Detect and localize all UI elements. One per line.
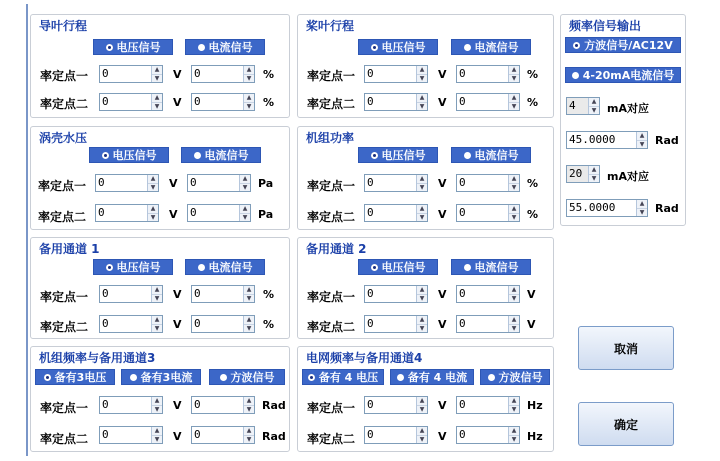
voltage-point-1-spinbox[interactable] xyxy=(99,285,163,303)
option-label: 电压信号 xyxy=(381,261,426,274)
spin-down-icon[interactable]: ▼ xyxy=(589,106,599,115)
spin-up-icon[interactable]: ▲ xyxy=(242,175,248,182)
option-label: 电流信号 xyxy=(208,41,253,54)
spin-up-icon[interactable]: ▲ xyxy=(246,316,252,323)
calibration-point-2-label: 率定点二 xyxy=(40,97,89,111)
value-unit: % xyxy=(263,96,275,109)
voltage-point-1-spinbox[interactable] xyxy=(364,396,428,414)
spare3-voltage-option[interactable] xyxy=(35,369,115,385)
spin-down-icon[interactable]: ▼ xyxy=(509,294,519,303)
spin-up-icon[interactable]: ▲ xyxy=(511,66,517,73)
spin-up-icon[interactable]: ▲ xyxy=(419,286,425,293)
option-label: 备有 4 电流 xyxy=(407,371,468,384)
option-label: 电压信号 xyxy=(116,261,161,274)
option-label: 备有3电压 xyxy=(54,371,107,384)
spin-up-icon[interactable]: ▲ xyxy=(150,175,156,182)
spinbox-value: 0 xyxy=(194,287,201,300)
spin-up-icon[interactable]: ▲ xyxy=(419,175,425,182)
spin-up-icon[interactable]: ▲ xyxy=(246,427,252,434)
option-label: 备有 4 电压 xyxy=(318,371,379,384)
calibration-point-2-label: 率定点二 xyxy=(307,97,356,111)
option-label: 4-20mA电流信号 xyxy=(582,69,675,82)
spin-up-icon[interactable]: ▲ xyxy=(246,94,252,101)
spin-down-icon[interactable]: ▼ xyxy=(244,294,254,303)
voltage-unit: V xyxy=(438,96,447,109)
spin-down-icon[interactable]: ▼ xyxy=(152,74,162,83)
spinbox-value: 0 xyxy=(459,95,466,108)
spinbox-value: 0 xyxy=(102,317,109,330)
calibration-point-1-label: 率定点一 xyxy=(307,290,356,304)
spin-down-icon[interactable]: ▼ xyxy=(509,74,519,83)
spinbox-value: 0 xyxy=(194,67,201,80)
spin-down-icon[interactable]: ▼ xyxy=(152,294,162,303)
spin-up-icon[interactable]: ▲ xyxy=(246,66,252,73)
value-unit: Hz xyxy=(527,430,543,443)
spin-up-icon[interactable]: ▲ xyxy=(154,397,160,404)
radio-icon xyxy=(198,264,205,271)
value-unit: % xyxy=(527,177,539,190)
spinbox-value: 0 xyxy=(459,176,466,189)
current-4-20ma-option[interactable] xyxy=(565,67,681,83)
spinbox-value: 0 xyxy=(459,428,466,441)
spin-up-icon[interactable]: ▲ xyxy=(154,427,160,434)
current-signal-option[interactable] xyxy=(451,39,531,55)
radio-icon xyxy=(572,72,579,79)
current-point-1-spinbox[interactable] xyxy=(187,174,251,192)
unit-frequency-group xyxy=(30,346,290,452)
voltage-signal-option[interactable] xyxy=(93,39,173,55)
radio-selected-icon xyxy=(371,264,378,271)
calibration-point-1-label: 率定点一 xyxy=(307,401,356,415)
spin-down-icon[interactable]: ▼ xyxy=(509,213,519,222)
spinbox-value: 4 xyxy=(569,99,576,112)
value-unit: Hz xyxy=(527,399,543,412)
radio-icon xyxy=(220,374,227,381)
radio-icon xyxy=(130,374,137,381)
option-label: 备有3电流 xyxy=(140,371,193,384)
spinbox-value: 0 xyxy=(194,317,201,330)
spinbox-value: 45.0000 xyxy=(569,133,616,146)
voltage-point-2-spinbox[interactable] xyxy=(95,204,159,222)
spin-up-icon[interactable]: ▲ xyxy=(591,166,597,173)
option-label: 电压信号 xyxy=(381,41,426,54)
voltage-unit: V xyxy=(438,288,447,301)
group-title: 备用通道 2 xyxy=(306,242,367,256)
spin-down-icon[interactable]: ▼ xyxy=(244,405,254,414)
spinbox-value: 0 xyxy=(367,176,374,189)
spin-up-icon[interactable]: ▲ xyxy=(511,427,517,434)
rad-unit: Rad xyxy=(655,202,679,215)
voltage-point-2-spinbox[interactable] xyxy=(364,426,428,444)
spin-up-icon[interactable]: ▲ xyxy=(419,94,425,101)
spinbox-value: 0 xyxy=(367,317,374,330)
calibration-point-2-label: 率定点二 xyxy=(307,210,356,224)
current-point-2-spinbox[interactable] xyxy=(191,93,255,111)
spinbox-value: 0 xyxy=(459,398,466,411)
current-point-1-spinbox[interactable] xyxy=(456,285,520,303)
spinbox-value: 0 xyxy=(459,206,466,219)
radio-selected-icon xyxy=(573,42,580,49)
option-label: 方波信号 xyxy=(498,371,543,384)
group-title: 机组频率与备用通道3 xyxy=(39,351,156,365)
spin-down-icon[interactable]: ▼ xyxy=(417,74,427,83)
unit-power-group xyxy=(297,126,554,230)
spin-up-icon[interactable]: ▲ xyxy=(419,316,425,323)
current-point-2-spinbox[interactable] xyxy=(456,93,520,111)
calibration-point-1-label: 率定点一 xyxy=(40,290,89,304)
current-signal-option[interactable] xyxy=(451,147,531,163)
spin-down-icon[interactable]: ▼ xyxy=(637,208,647,217)
spinbox-value: 0 xyxy=(102,287,109,300)
voltage-unit: V xyxy=(438,68,447,81)
option-label: 方波信号 xyxy=(230,371,275,384)
spin-down-icon[interactable]: ▼ xyxy=(244,324,254,333)
frequency-output-group xyxy=(560,14,686,226)
square-wave-ac12v-option[interactable] xyxy=(565,37,681,53)
rad-high-spinbox[interactable] xyxy=(566,199,648,217)
spinbox-value: 0 xyxy=(102,428,109,441)
spin-up-icon[interactable]: ▲ xyxy=(154,316,160,323)
radio-icon xyxy=(464,152,471,159)
spin-down-icon[interactable]: ▼ xyxy=(589,174,599,183)
value-unit: % xyxy=(527,208,539,221)
spin-down-icon[interactable]: ▼ xyxy=(244,102,254,111)
spin-up-icon[interactable]: ▲ xyxy=(639,132,645,139)
spinbox-value: 0 xyxy=(190,206,197,219)
ma-high-spinbox[interactable] xyxy=(566,165,600,183)
spin-down-icon[interactable]: ▼ xyxy=(509,405,519,414)
option-label: 电压信号 xyxy=(116,41,161,54)
current-point-2-spinbox[interactable] xyxy=(191,426,255,444)
square-wave-option[interactable] xyxy=(209,369,285,385)
voltage-point-1-spinbox[interactable] xyxy=(364,285,428,303)
spin-up-icon[interactable]: ▲ xyxy=(419,66,425,73)
voltage-unit: V xyxy=(169,177,178,190)
spin-down-icon[interactable]: ▼ xyxy=(509,102,519,111)
voltage-unit: V xyxy=(173,430,182,443)
radio-selected-icon xyxy=(308,374,315,381)
current-point-1-spinbox[interactable] xyxy=(191,65,255,83)
spinbox-value: 0 xyxy=(102,398,109,411)
radio-selected-icon xyxy=(102,152,109,159)
spin-down-icon[interactable]: ▼ xyxy=(148,183,158,192)
spin-down-icon[interactable]: ▼ xyxy=(240,213,250,222)
voltage-point-1-spinbox[interactable] xyxy=(99,396,163,414)
value-unit: Rad xyxy=(262,399,286,412)
radio-icon xyxy=(464,264,471,271)
spare4-current-option[interactable] xyxy=(390,369,474,385)
rad-unit: Rad xyxy=(655,134,679,147)
voltage-unit: V xyxy=(169,208,178,221)
value-unit: Pa xyxy=(258,208,274,221)
group-title: 频率信号输出 xyxy=(569,19,642,33)
spin-up-icon[interactable]: ▲ xyxy=(419,427,425,434)
group-title: 机组功率 xyxy=(306,131,355,145)
voltage-signal-option[interactable] xyxy=(358,259,438,275)
current-point-2-spinbox[interactable] xyxy=(191,315,255,333)
ma-low-spinbox[interactable] xyxy=(566,97,600,115)
current-point-2-spinbox[interactable] xyxy=(456,204,520,222)
spin-down-icon[interactable]: ▼ xyxy=(244,74,254,83)
spin-down-icon[interactable]: ▼ xyxy=(509,324,519,333)
current-point-2-spinbox[interactable] xyxy=(456,315,520,333)
current-signal-option[interactable] xyxy=(451,259,531,275)
voltage-unit: V xyxy=(173,288,182,301)
value-unit: % xyxy=(527,68,539,81)
group-title: 电网频率与备用通道4 xyxy=(306,351,423,365)
spin-up-icon[interactable]: ▲ xyxy=(154,66,160,73)
spin-down-icon[interactable]: ▼ xyxy=(152,102,162,111)
current-point-1-spinbox[interactable] xyxy=(191,285,255,303)
voltage-signal-option[interactable] xyxy=(89,147,169,163)
radio-selected-icon xyxy=(106,264,113,271)
calibration-point-2-label: 率定点二 xyxy=(307,320,356,334)
spin-down-icon[interactable]: ▼ xyxy=(240,183,250,192)
spin-down-icon[interactable]: ▼ xyxy=(417,213,427,222)
spinbox-value: 0 xyxy=(102,67,109,80)
current-point-1-spinbox[interactable] xyxy=(456,396,520,414)
calibration-point-1-label: 率定点一 xyxy=(40,401,89,415)
current-signal-option[interactable] xyxy=(181,147,261,163)
radio-icon xyxy=(198,44,205,51)
calibration-point-1-label: 率定点一 xyxy=(307,69,356,83)
radio-icon xyxy=(464,44,471,51)
spin-up-icon[interactable]: ▲ xyxy=(511,316,517,323)
radio-selected-icon xyxy=(44,374,51,381)
spin-up-icon[interactable]: ▲ xyxy=(154,286,160,293)
calibration-point-2-label: 率定点二 xyxy=(40,432,89,446)
calibration-point-1-label: 率定点一 xyxy=(38,179,87,193)
spin-down-icon[interactable]: ▼ xyxy=(509,183,519,192)
spin-down-icon[interactable]: ▼ xyxy=(417,405,427,414)
voltage-unit: V xyxy=(173,399,182,412)
spin-up-icon[interactable]: ▲ xyxy=(154,94,160,101)
spinbox-value: 0 xyxy=(98,176,105,189)
spare-channel-2-group xyxy=(297,237,554,339)
voltage-point-2-spinbox[interactable] xyxy=(99,93,163,111)
radio-icon xyxy=(194,152,201,159)
spin-up-icon[interactable]: ▲ xyxy=(511,175,517,182)
spare3-current-option[interactable] xyxy=(121,369,201,385)
spinbox-value: 0 xyxy=(194,95,201,108)
guide-vane-group xyxy=(30,14,290,118)
current-point-1-spinbox[interactable] xyxy=(191,396,255,414)
voltage-signal-option[interactable] xyxy=(358,39,438,55)
current-point-2-spinbox[interactable] xyxy=(456,426,520,444)
rad-low-spinbox[interactable] xyxy=(566,131,648,149)
voltage-unit: V xyxy=(173,318,182,331)
voltage-point-2-spinbox[interactable] xyxy=(99,315,163,333)
spinbox-value: 0 xyxy=(194,398,201,411)
radio-icon xyxy=(397,374,404,381)
value-unit: Rad xyxy=(262,430,286,443)
spinbox-value: 0 xyxy=(367,287,374,300)
spinbox-value: 0 xyxy=(194,428,201,441)
spin-down-icon[interactable]: ▼ xyxy=(417,435,427,444)
spinbox-value: 0 xyxy=(459,287,466,300)
spin-down-icon[interactable]: ▼ xyxy=(637,140,647,149)
spin-up-icon[interactable]: ▲ xyxy=(511,397,517,404)
spinbox-value: 0 xyxy=(367,398,374,411)
cancel-button[interactable]: 取消 xyxy=(578,326,674,370)
voltage-point-1-spinbox[interactable] xyxy=(364,65,428,83)
option-label: 电压信号 xyxy=(381,149,426,162)
calibration-point-2-label: 率定点二 xyxy=(38,210,87,224)
value-unit: V xyxy=(527,318,536,331)
voltage-point-2-spinbox[interactable] xyxy=(364,315,428,333)
spin-down-icon[interactable]: ▼ xyxy=(417,324,427,333)
spinbox-value: 0 xyxy=(190,176,197,189)
voltage-unit: V xyxy=(438,430,447,443)
spinbox-value: 0 xyxy=(367,206,374,219)
voltage-signal-option[interactable] xyxy=(93,259,173,275)
spin-up-icon[interactable]: ▲ xyxy=(511,286,517,293)
spinbox-value: 20 xyxy=(569,167,583,180)
volute-pressure-group xyxy=(30,126,290,230)
spin-down-icon[interactable]: ▼ xyxy=(152,405,162,414)
voltage-unit: V xyxy=(438,399,447,412)
voltage-signal-option[interactable] xyxy=(358,147,438,163)
left-accent-bar xyxy=(26,4,28,456)
voltage-unit: V xyxy=(438,208,447,221)
spin-up-icon[interactable]: ▲ xyxy=(242,205,248,212)
option-label: 电流信号 xyxy=(204,149,249,162)
option-label: 方波信号/AC12V xyxy=(584,39,673,52)
voltage-unit: V xyxy=(438,318,447,331)
radio-selected-icon xyxy=(106,44,113,51)
spin-up-icon[interactable]: ▲ xyxy=(511,205,517,212)
ma-corresponds-label: mA对应 xyxy=(607,170,649,183)
spin-up-icon[interactable]: ▲ xyxy=(639,200,645,207)
group-title: 备用通道 1 xyxy=(39,242,100,256)
spare-channel-1-group xyxy=(30,237,290,339)
square-wave-option[interactable] xyxy=(480,369,550,385)
spin-down-icon[interactable]: ▼ xyxy=(417,102,427,111)
voltage-unit: V xyxy=(173,96,182,109)
spinbox-value: 0 xyxy=(102,95,109,108)
spin-down-icon[interactable]: ▼ xyxy=(417,183,427,192)
blade-group xyxy=(297,14,554,118)
value-unit: % xyxy=(263,68,275,81)
spinbox-value: 0 xyxy=(367,67,374,80)
voltage-unit: V xyxy=(173,68,182,81)
spin-down-icon[interactable]: ▼ xyxy=(244,435,254,444)
current-signal-option[interactable] xyxy=(185,259,265,275)
spinbox-value: 0 xyxy=(367,428,374,441)
voltage-point-1-spinbox[interactable] xyxy=(95,174,159,192)
spinbox-value: 0 xyxy=(459,317,466,330)
spare4-voltage-option[interactable] xyxy=(302,369,384,385)
value-unit: % xyxy=(263,318,275,331)
voltage-point-2-spinbox[interactable] xyxy=(364,204,428,222)
radio-selected-icon xyxy=(371,152,378,159)
spin-up-icon[interactable]: ▲ xyxy=(591,98,597,105)
calibration-point-1-label: 率定点一 xyxy=(40,69,89,83)
spin-down-icon[interactable]: ▼ xyxy=(148,213,158,222)
group-title: 桨叶行程 xyxy=(306,19,355,33)
spin-up-icon[interactable]: ▲ xyxy=(150,205,156,212)
spin-down-icon[interactable]: ▼ xyxy=(417,294,427,303)
ok-button[interactable]: 确定 xyxy=(578,402,674,446)
ma-corresponds-label: mA对应 xyxy=(607,102,649,115)
spin-down-icon[interactable]: ▼ xyxy=(509,435,519,444)
spinbox-value: 0 xyxy=(98,206,105,219)
current-signal-option[interactable] xyxy=(185,39,265,55)
current-point-1-spinbox[interactable] xyxy=(456,65,520,83)
spinbox-value: 0 xyxy=(367,95,374,108)
calibration-point-1-label: 率定点一 xyxy=(307,179,356,193)
voltage-point-2-spinbox[interactable] xyxy=(99,426,163,444)
spin-up-icon[interactable]: ▲ xyxy=(511,94,517,101)
spin-down-icon[interactable]: ▼ xyxy=(152,435,162,444)
value-unit: V xyxy=(527,288,536,301)
calibration-point-2-label: 率定点二 xyxy=(40,320,89,334)
option-label: 电流信号 xyxy=(474,261,519,274)
value-unit: % xyxy=(263,288,275,301)
grid-frequency-group xyxy=(297,346,554,452)
group-title: 涡壳水压 xyxy=(39,131,88,145)
voltage-unit: V xyxy=(438,177,447,190)
spin-up-icon[interactable]: ▲ xyxy=(246,286,252,293)
voltage-point-2-spinbox[interactable] xyxy=(364,93,428,111)
spin-down-icon[interactable]: ▼ xyxy=(152,324,162,333)
radio-selected-icon xyxy=(371,44,378,51)
voltage-point-1-spinbox[interactable] xyxy=(364,174,428,192)
current-point-2-spinbox[interactable] xyxy=(187,204,251,222)
value-unit: Pa xyxy=(258,177,274,190)
spin-up-icon[interactable]: ▲ xyxy=(246,397,252,404)
value-unit: % xyxy=(527,96,539,109)
option-label: 电流信号 xyxy=(208,261,253,274)
spinbox-value: 55.0000 xyxy=(569,201,616,214)
current-point-1-spinbox[interactable] xyxy=(456,174,520,192)
option-label: 电压信号 xyxy=(112,149,157,162)
spin-up-icon[interactable]: ▲ xyxy=(419,205,425,212)
group-title: 导叶行程 xyxy=(39,19,88,33)
spin-up-icon[interactable]: ▲ xyxy=(419,397,425,404)
option-label: 电流信号 xyxy=(474,41,519,54)
radio-icon xyxy=(488,374,495,381)
calibration-point-2-label: 率定点二 xyxy=(307,432,356,446)
spinbox-value: 0 xyxy=(459,67,466,80)
option-label: 电流信号 xyxy=(474,149,519,162)
voltage-point-1-spinbox[interactable] xyxy=(99,65,163,83)
